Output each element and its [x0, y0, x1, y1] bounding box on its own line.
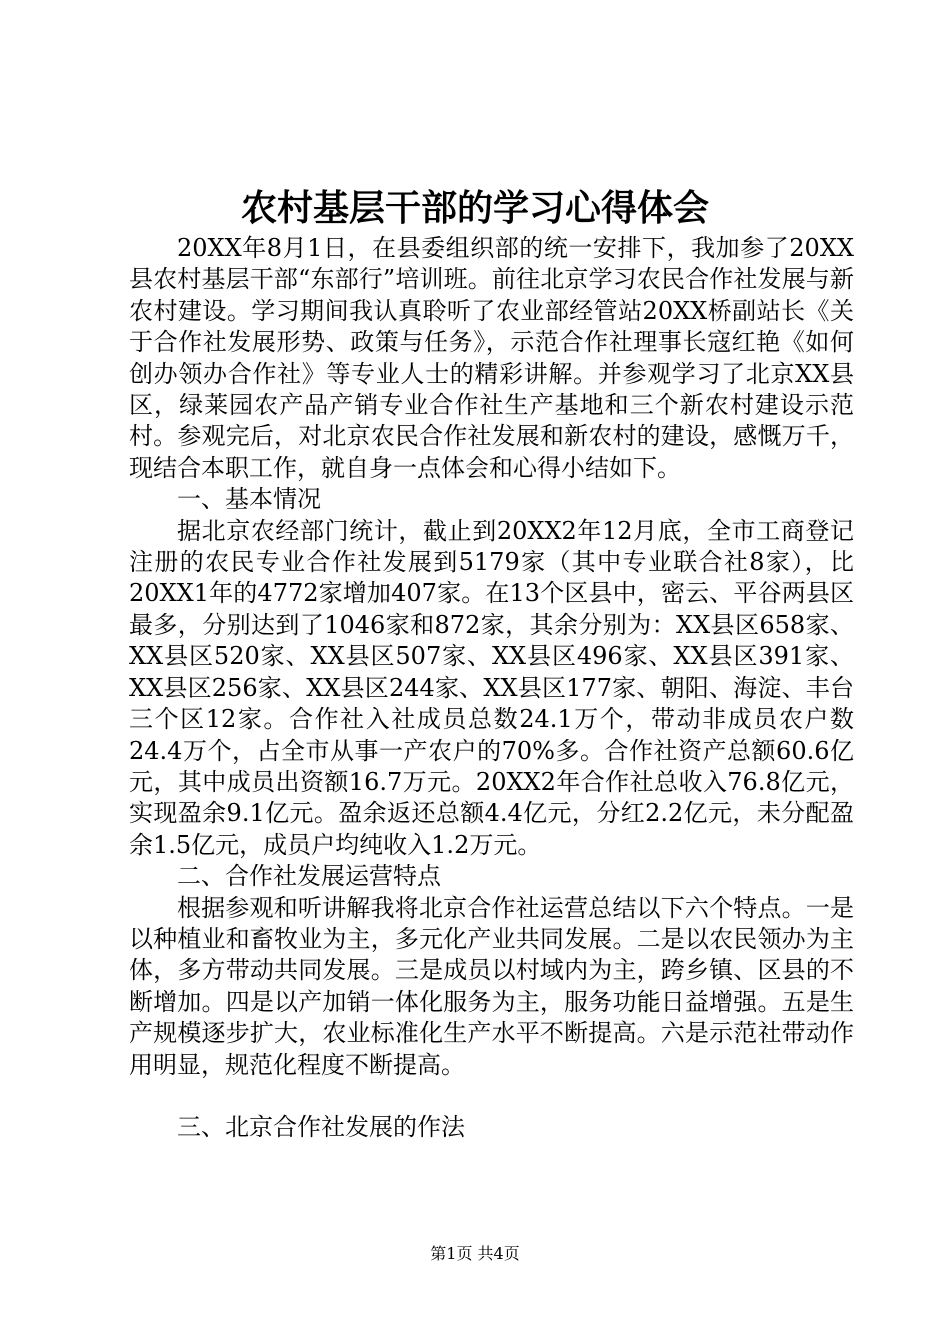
paragraph-intro: 20XX年8月1日，在县委组织部的统一安排下，我加参了20XX县农村基层干部“东部行”培训班。前往北京学习农民合作社发展与新农村建设。学习期间我认真聆听了农业部经管站20XX桥副站长《关于合作社发展形势、政策与任务》，示范合作社理事长寇红艳《如何创办领办合作社》等专业人士的精彩讲解。并参观学习了北京XX县区，绿莱园农产品产销专业合作社生产基地和三个新农村建设示范村。参观完后，对北京农民合作社发展和新农村的建设，感慨万千，现结合本职工作，就自身一点体会和心得小结如下。 — [129, 234, 854, 482]
section-heading-basic-situation: 一、基本情况 — [177, 485, 321, 514]
paragraph-statistics: 据北京农经部门统计，截止到20XX2年12月底，全市工商登记注册的农民专业合作社发展到5179家（其中专业联合社8家），比20XX1年的4772家增加407家。在13个区县中，密云、平谷两县区最多，分别达到了1046家和872家，其余分别为：XX县区658家、XX县区520家、XX县区507家、XX县区496家、XX县区391家、XX县区256家、XX县区244家、XX县区177家、朝阳、海淀、丰台三个区12家。合作社入社成员总数24.1万个，带动非成员农户数24.4万个，占全市从事一产农户的70%多。合作社资产总额60.6亿元，其中成员出资额16.7万元。20XX2年合作社总收入76.8亿元，实现盈余9.1亿元。盈余返还总额4.4亿元，分红2.2亿元，未分配盈余1.5亿元，成员户均纯收入1.2万元。 — [129, 516, 854, 859]
document-body — [129, 233, 854, 1144]
paragraph-features: 根据参观和听讲解我将北京合作社运营总结以下六个特点。一是以种植业和畜牧业为主，多元化产业共同发展。二是以农民领办为主体，多方带动共同发展。三是成员以村域内为主，跨乡镇、区县的不断增加。四是以产加销一体化服务为主，服务功能日益增强。五是生产规模逐步扩大，农业标准化生产水平不断提高。六是示范社带动作用明显，规范化程度不断提高。 — [129, 893, 854, 1079]
page-number-footer: 第1页 共4页 — [430, 1244, 520, 1263]
paragraph-spacer — [129, 1081, 854, 1112]
document-title: 农村基层干部的学习心得体会 — [240, 187, 709, 229]
section-heading-features: 二、合作社发展运营特点 — [177, 862, 441, 891]
section-heading-practices: 三、北京合作社发展的作法 — [177, 1113, 465, 1142]
